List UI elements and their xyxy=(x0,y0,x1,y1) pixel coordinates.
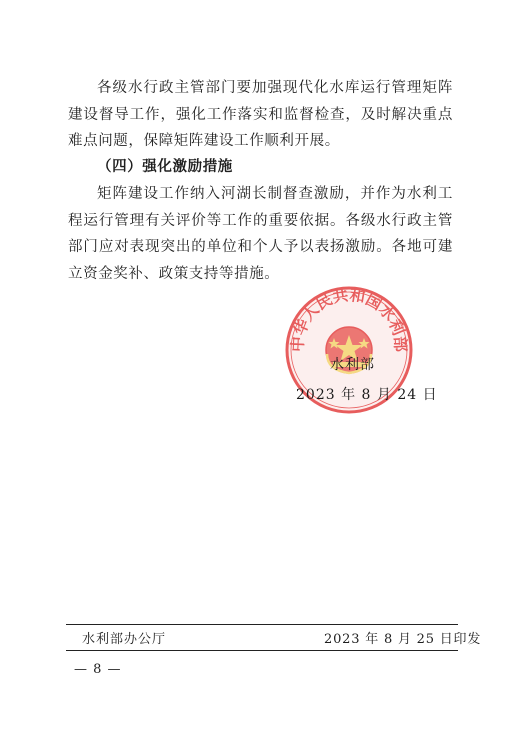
footer-top-rule xyxy=(66,624,458,625)
signing-date: 2023 年 8 月 24 日 xyxy=(296,387,438,403)
signing-organization: 水利部 xyxy=(330,357,375,373)
paragraph-incentives: 矩阵建设工作纳入河湖长制督查激励，并作为水利工程运行管理有关评价等工作的重要依据。各级水行政主管部门应对表现突出的单位和个人予以表扬激励。各地可建立资金奖补、政策支持等措施。 xyxy=(68,186,453,282)
footer-bottom-rule xyxy=(66,650,458,651)
footer-issue-date: 2023 年 8 月 25 日印发 xyxy=(324,632,482,647)
page-number: — 8 — xyxy=(74,662,122,677)
footer-issuer: 水利部办公厅 xyxy=(82,632,167,647)
seal-text: 中华人民共和国水利部 xyxy=(288,286,410,353)
paragraph-supervision: 各级水行政主管部门要加强现代化水库运行管理矩阵建设督导工作，强化工作落实和监督检查，及时解决重点难点问题，保障矩阵建设工作顺利开展。 xyxy=(68,80,453,149)
section-heading: （四）强化激励措施 xyxy=(97,159,233,175)
